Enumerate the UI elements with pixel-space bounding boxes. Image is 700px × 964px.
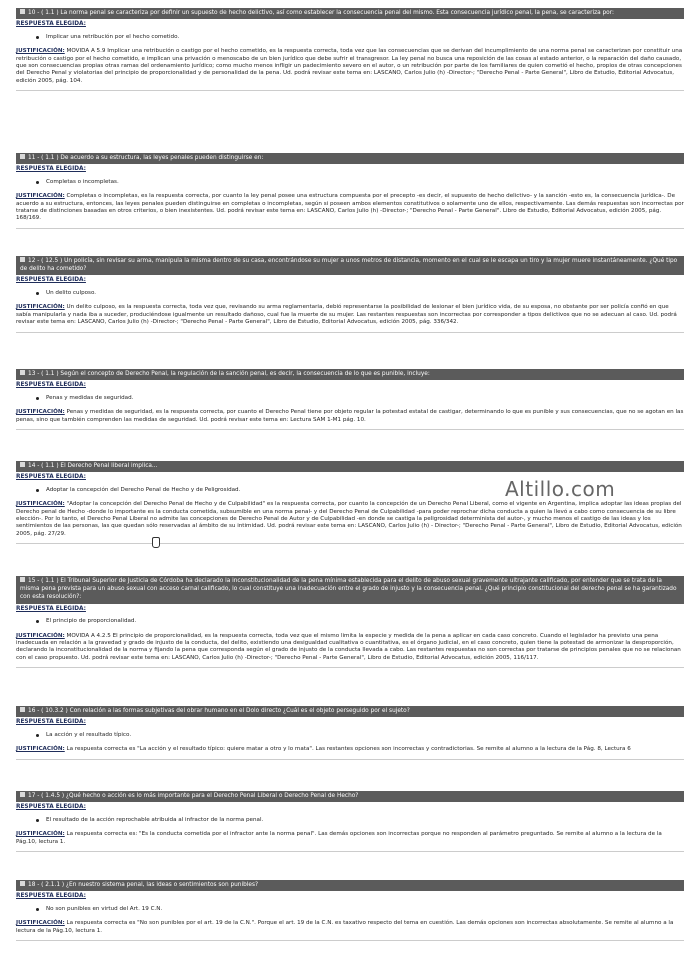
answer-item <box>36 817 684 824</box>
question-header <box>16 461 684 472</box>
question-text: 10 - ( 1.1 ) La norma penal se caracteriza por definir un supuesto de hecho delictivo, así como establecer la consecuencia penal del mismo. Esta consecuencia jurídico penal, la pena, se caracteriza por: <box>28 10 614 16</box>
respuesta-label: RESPUESTA ELEGIDA: <box>16 804 86 811</box>
answer-text: Penas y medidas de seguridad. <box>46 394 134 401</box>
separator <box>16 228 684 229</box>
square-icon <box>20 881 25 886</box>
respuesta-label: RESPUESTA ELEGIDA: <box>16 605 86 612</box>
respuesta-label: RESPUESTA ELEGIDA: <box>16 277 86 284</box>
separator <box>16 667 684 668</box>
question-block <box>16 461 684 544</box>
question-header <box>16 369 684 380</box>
justification <box>16 633 684 663</box>
answer-item <box>36 618 684 625</box>
question-header <box>16 706 684 717</box>
answer-text: El resultado de la acción reprochable atribuida al infractor de la norma penal. <box>46 816 264 823</box>
bullet-icon <box>36 292 39 295</box>
question-block <box>16 369 684 430</box>
answer-text: Completas o incompletas. <box>46 178 119 185</box>
bullet-icon <box>36 489 39 492</box>
justification-text: La respuesta correcta es "No son punibles por el art. 19 de la C.N.". Porque el art. 19 de la C.N. es taxativo respecto del tema en cuestión. Las demás opciones son incorrectas absolutamente. Se remite al alumno a la lectura de la Pág.10, lectura 1. <box>16 920 674 934</box>
answer-text: Un delito culposo. <box>46 290 97 297</box>
question-text: 18 - ( 2.1.1 ) ¿En nuestro sistema penal, las ideas o sentimientos son punibles? <box>28 882 259 888</box>
answer-item <box>36 395 684 402</box>
justification-text: La respuesta correcta es "La acción y el resultado típico: quiere matar a otro y lo mata". Las restantes opciones son incorrectas y contradictorias. Se remite al alumno a la lectura de la Pág. 8, Lectura 6 <box>66 746 631 753</box>
justificacion-label: JUSTIFICACIÓN: <box>16 920 65 927</box>
justification <box>16 193 684 223</box>
question-header <box>16 8 684 19</box>
bullet-icon <box>36 734 39 737</box>
justification-text: MOVIDA A 4.2.5 El principio de proporcionalidad, es la respuesta correcta, toda vez que el mismo limita la especie y medida de la pena a aplicar en cada caso concreto. Cuando el legislador ha previsto una pena inadecuada en relación a la gravedad y grado de injusto de la conducta, del delito, existiendo una desigualdad cualitativa o cuantitativa, es el órgano judicial, en el caso concreto, quien tiene la potestad de armonizar la desproporción, declarando la inconstitucionalidad de la norma y fijando la pena que corresponda según el grado de injusto de la conducta llevada a cabo. Las restantes respuestas no son correctas por tratarse de principios penales que no se relacionan con el caso propuesto. Ud. podrá revisar este tema en: LASCANO, Carlos Julio (h) -Director-; "Derecho Penal - Parte General", Libro de Estudio, Editorial Advocatus, edición 2005, 116/117. <box>16 632 681 661</box>
answer-text: El principio de proporcionalidad. <box>46 618 137 625</box>
justificacion-label: JUSTIFICACIÓN: <box>16 501 65 508</box>
respuesta-label: RESPUESTA ELEGIDA: <box>16 474 86 481</box>
separator <box>16 940 684 941</box>
justification <box>16 831 684 846</box>
question-text: 17 - ( 1.4.5 ) ¿Qué hecho o acción es lo más importante para el Derecho Penal Liberal o Derecho Penal de Hecho? <box>28 793 359 799</box>
square-icon <box>20 577 25 582</box>
question-block <box>16 576 684 668</box>
bullet-icon <box>36 36 39 39</box>
question-header <box>16 791 684 802</box>
separator <box>16 851 684 852</box>
square-icon <box>20 707 25 712</box>
justification <box>16 501 684 538</box>
bullet-icon <box>36 397 39 400</box>
separator <box>16 429 684 430</box>
respuesta-label: RESPUESTA ELEGIDA: <box>16 893 86 900</box>
justification <box>16 920 684 935</box>
separator <box>16 90 684 91</box>
answer-item <box>36 732 684 739</box>
answer-text: Implicar una retribución por el hecho cometido. <box>46 33 180 40</box>
answer-item <box>36 179 684 186</box>
justificacion-label: JUSTIFICACIÓN: <box>16 746 65 753</box>
justificacion-label: JUSTIFICACIÓN: <box>16 409 65 416</box>
separator <box>16 543 684 544</box>
square-icon <box>20 154 25 159</box>
justification-text: La respuesta correcta es: "Es la conducta cometida por el infractor ante la norma penal". Las demás opciones son incorrectas porque no responden al parámetro preguntado. Se remite al alumno a la lectura de la Pág.10, lectura 1. <box>16 831 662 845</box>
separator <box>16 759 684 760</box>
question-block <box>16 880 684 941</box>
answer-text: Adoptar la concepción del Derecho Penal de Hecho y de Peligrosidad. <box>46 486 241 493</box>
square-icon <box>20 462 25 467</box>
bullet-icon <box>36 181 39 184</box>
respuesta-label: RESPUESTA ELEGIDA: <box>16 382 86 389</box>
justification <box>16 304 684 326</box>
watermark: Altillo.com <box>505 477 616 501</box>
question-header <box>16 153 684 164</box>
respuesta-label: RESPUESTA ELEGIDA: <box>16 166 86 173</box>
square-icon <box>20 9 25 14</box>
bullet-icon <box>36 908 39 911</box>
respuesta-label: RESPUESTA ELEGIDA: <box>16 719 86 726</box>
justificacion-label: JUSTIFICACIÓN: <box>16 193 65 200</box>
answer-item <box>36 34 684 41</box>
question-header <box>16 880 684 891</box>
answer-item <box>36 906 684 913</box>
answer-item <box>36 290 684 297</box>
square-icon <box>20 792 25 797</box>
justificacion-label: JUSTIFICACIÓN: <box>16 304 65 311</box>
question-block <box>16 8 684 91</box>
justification-text: Un delito culposo, es la respuesta correcta, toda vez que, revisando su arma reglamentaria, debió representarse la posibilidad de lesionar el bien jurídico vida, de su esposa, no obstante por ser policía confió en que sabía manipularla y nada iba a suceder, produciéndose igualmente un resultado dañoso, cual fue la muerte de su mujer. Las restantes respuestas son incorrectas por corresponder a tipos delictivos que no se adecuan al caso. Ud. podrá revisar este tema en: LASCANO, Carlos Julio (h) -Director-; "Derecho Penal - Parte General", Libro de Estudio, Editorial Advocatus, edición 2005, pág. 336/342. <box>16 304 677 326</box>
respuesta-label: RESPUESTA ELEGIDA: <box>16 21 86 28</box>
justification <box>16 746 684 753</box>
question-text: 16 - ( 10.3.2 ) Con relación a las formas subjetivas del obrar humano en el Dolo directo ¿Cuál es el objeto perseguido por el sujeto? <box>28 708 410 714</box>
bullet-icon <box>36 620 39 623</box>
question-text: 13 - ( 1.1 ) Según el concepto de Derecho Penal, la regulación de la sanción penal, es decir, la consecuencia de lo que es punible, incluye: <box>28 371 430 377</box>
justification <box>16 48 684 85</box>
square-icon <box>20 370 25 375</box>
bullet-icon <box>36 819 39 822</box>
justification-text: Completas o incompletas, es la respuesta correcta, por cuanto la ley penal posee una estructura compuesta por el precepto -es decir, el supuesto de hecho delictivo- y la sanción -esto es, la consecuencia jurídica-. De acuerdo a su estructura, entonces, las leyes penales pueden distinguirse en completas o incompletas, según si poseen ambos elementos constitutivos o solamente uno de ellos, respectivamente. Las demás respuestas son incorrectas por tratarse de distinciones basadas en otros criterios, o bien inexistentes. Ud. podrá revisar este tema en: LASCANO, Carlos Julio (h) -Director-; "Derecho Penal - Parte General". Libro de Estudio, Editorial Advocatus, edición 2005, pág. 168/169. <box>16 193 684 222</box>
square-icon <box>20 257 25 262</box>
justification-text: Penas y medidas de seguridad, es la respuesta correcta, por cuanto el Derecho Penal tiene por objeto regular la potestad estatal de castigar, determinando lo que es punible y sus consecuencias, que no se agotan en las penas, sino que también comprenden las medidas de seguridad. Ud. podrá revisar este tema en: Lectura SAM 1-M1 pág. 10. <box>16 409 684 423</box>
question-text: 12 - ( 12.5 ) Un policía, sin revisar su arma, manipula la misma dentro de su casa, encontrándose su mujer a unos metros de distancia, momento en el cual se le escapa un tiro y la mujer muere instantáneamente. ¿Qué tipo de delito ha cometido? <box>20 258 678 273</box>
question-header <box>16 576 684 604</box>
justification-text: "Adoptar la concepción del Derecho Penal de Hecho y de Culpabilidad" es la respuesta correcta, por cuanto la concepción de un Derecho Penal Liberal, como el vigente en Argentina, implica adoptar las ideas propias del Derecho penal de Hecho -donde lo importante es la conducta cometida, subsumible en una norma penal- y del Derecho Penal de Culpabilidad -para poder reprochar dicha conducta a quien la llevó a cabo como consecuencia de su libre elección-. Por lo tanto, el Derecho Penal Liberal no admite las concepciones de Derecho Penal de Autor y de Culpabilidad -en donde se castiga la peligrosidad determinista del autor-, y mucho menos el castigo de las ideas y los sentimientos de las personas, las que quedan sólo reservadas al ámbito de su intimidad. Ud. podrá revisar este tema en: LASCANO, Carlos Julio (h) - Director-; "Derecho Penal - Parte General", Libro de Estudio, Editorial Advocatus, edición 2005, pág. 27/29. <box>16 501 682 537</box>
separator <box>16 332 684 333</box>
question-text: 11 - ( 1.1 ) De acuerdo a su estructura, las leyes penales pueden distinguirse en: <box>28 155 264 161</box>
question-header <box>16 256 684 275</box>
question-block <box>16 256 684 333</box>
question-text: 15 - ( 1.1 ) El Tribunal Superior de Justicia de Córdoba ha declarado la inconstitucionalidad de la pena mínima establecida para el delito de abuso sexual gravemente ultrajante calificado, por entender que se trata de la misma pena prevista para un abuso sexual con acceso carnal calificado, lo cual constituye una inadecuación entre el grado de injusto y la consecuencia penal. ¿Qué principio constitucional del derecho penal se ha garantizado con esta resolución?: <box>20 578 677 601</box>
justification-text: MOVIDA A 5.9 Implicar una retribución o castigo por el hecho cometido, es la respuesta correcta, toda vez que las consecuencias que se derivan del incumplimiento de una norma penal se caracterizan por constituir una retribución o castigo por el hecho cometido, e implican una privación o menoscabo de un bien jurídico que debe sufrir el transgresor. La ley penal no busca una reposición de las cosas al estado anterior, o la reparación del daño causado, que son consecuencias propias otras ramas del ordenamiento jurídico; como mucho menos infligir un padecimiento severo en el autor, o un retribución por parte de los familiares de quien cometió el hecho, propios de otras concepciones del Derecho Penal y violatorias del principio de proporcionalidad y de personalidad de la pena. Ud. podrá revisar este tema en: LASCANO, Carlos Julio (h) -Director-; "Derecho Penal - Parte General", Libro de Estudio, Editorial Advocatus, edición 2005, pág. 104. <box>16 48 683 84</box>
question-block <box>16 153 684 229</box>
answer-text: No son punibles en virtud del Art. 19 C.N. <box>46 905 163 912</box>
justificacion-label: JUSTIFICACIÓN: <box>16 831 65 838</box>
justificacion-label: JUSTIFICACIÓN: <box>16 632 65 639</box>
question-block <box>16 791 684 852</box>
question-block <box>16 706 684 760</box>
question-text: 14 - ( 1.1 ) El Derecho Penal liberal implica... <box>28 463 158 469</box>
justification <box>16 409 684 424</box>
justificacion-label: JUSTIFICACIÓN: <box>16 48 65 55</box>
mouse-cursor-icon <box>152 537 160 548</box>
answer-text: La acción y el resultado típico. <box>46 731 132 738</box>
